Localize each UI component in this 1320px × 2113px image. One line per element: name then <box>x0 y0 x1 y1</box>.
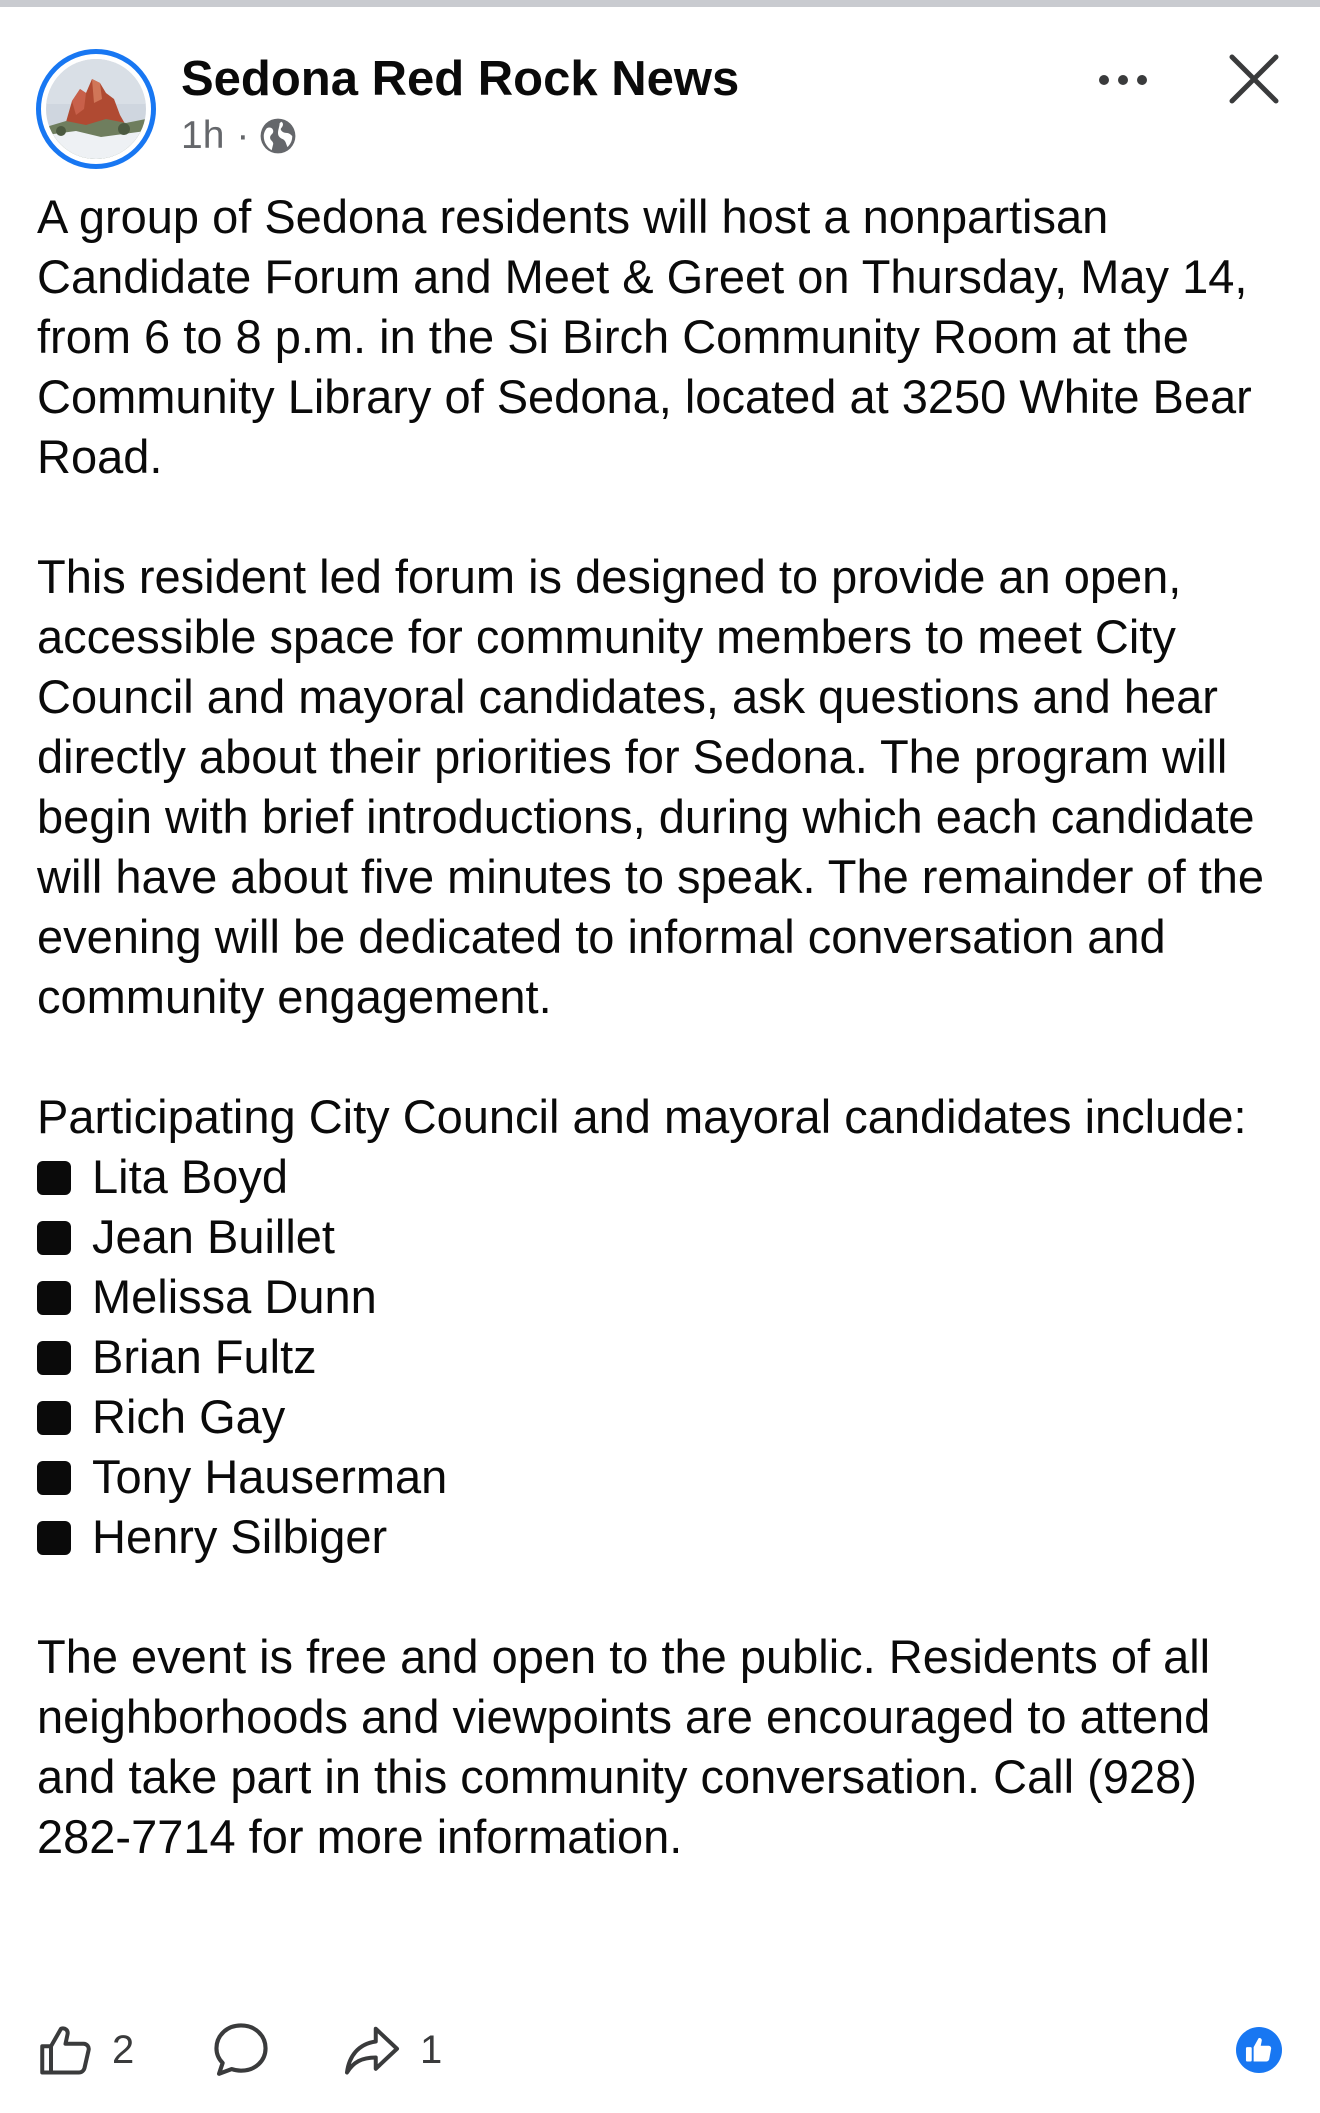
close-button[interactable] <box>1224 49 1284 109</box>
globe-icon <box>259 117 297 155</box>
more-options-button[interactable] <box>1093 55 1153 105</box>
candidate-name: Lita Boyd <box>92 1150 288 1203</box>
paragraph-spacer <box>37 1027 1297 1087</box>
post-paragraph-intro: A group of Sedona residents will host a nonpartisan Candidate Forum and Meet & Greet on Thursday, May 14, from 6 to 8 p.m. in the Si Birch Community Room at the Community Library of Sedona, located at 3250 White Bear Road. <box>37 190 1252 483</box>
list-item <box>37 1447 1297 1507</box>
square-bullet-icon <box>37 1281 71 1315</box>
avatar-photo <box>46 59 146 159</box>
post-actions-bar <box>0 2010 1320 2090</box>
candidate-name: Tony Hauserman <box>92 1450 448 1503</box>
candidate-name: Rich Gay <box>92 1390 286 1443</box>
like-button[interactable] <box>36 2010 134 2090</box>
list-item <box>37 1267 1297 1327</box>
list-item <box>37 1147 1297 1207</box>
post-time[interactable]: 1h <box>181 114 225 157</box>
like-count: 2 <box>112 2027 135 2072</box>
close-icon <box>1224 49 1284 109</box>
share-count: 1 <box>420 2027 443 2072</box>
square-bullet-icon <box>37 1521 71 1555</box>
square-bullet-icon <box>37 1341 71 1375</box>
share-button[interactable] <box>340 2010 442 2090</box>
page-avatar[interactable] <box>36 49 156 169</box>
square-bullet-icon <box>37 1401 71 1435</box>
post-header <box>0 7 1320 177</box>
candidate-name: Henry Silbiger <box>92 1510 388 1563</box>
paragraph-spacer <box>37 1567 1297 1627</box>
reaction-like-badge[interactable] <box>1236 2027 1282 2073</box>
square-bullet-icon <box>37 1461 71 1495</box>
candidate-name: Brian Fultz <box>92 1330 317 1383</box>
post-paragraph-description: This resident led forum is designed to provide an open, accessible space for community members to meet City Council and mayoral candidates, ask questions and hear directly about their priorities for Sedona. The program will begin with brief introductions, during which each candidate will have about five minutes to speak. The remainder of the evening will be dedicated to informal conversation and community engagement. <box>37 550 1265 1023</box>
list-item <box>37 1507 1297 1567</box>
candidate-list <box>37 1147 1297 1567</box>
comment-button[interactable] <box>210 2010 272 2090</box>
post-meta <box>181 114 297 158</box>
more-dots-icon <box>1098 74 1148 86</box>
like-icon <box>36 2020 96 2080</box>
post-paragraph-closing: The event is free and open to the public. Residents of all neighborhoods and viewpoints are encouraged to attend and take part in this community conversation. Call (928) 282-7714 for more information. <box>37 1630 1211 1863</box>
candidate-name: Jean Buillet <box>92 1210 335 1263</box>
square-bullet-icon <box>37 1161 71 1195</box>
candidate-name: Melissa Dunn <box>92 1270 377 1323</box>
comment-icon <box>210 2019 272 2081</box>
meta-separator: · <box>236 114 250 157</box>
reaction-like-badge-icon <box>1236 2027 1282 2073</box>
list-item <box>37 1207 1297 1267</box>
post-body <box>37 187 1297 1867</box>
top-edge-strip <box>0 0 1320 7</box>
paragraph-spacer <box>37 487 1297 547</box>
page-name[interactable]: Sedona Red Rock News <box>181 52 740 106</box>
list-item <box>37 1387 1297 1447</box>
square-bullet-icon <box>37 1221 71 1255</box>
list-item <box>37 1327 1297 1387</box>
post-paragraph-candidates-intro: Participating City Council and mayoral candidates include: <box>37 1090 1247 1143</box>
share-icon <box>340 2020 404 2080</box>
